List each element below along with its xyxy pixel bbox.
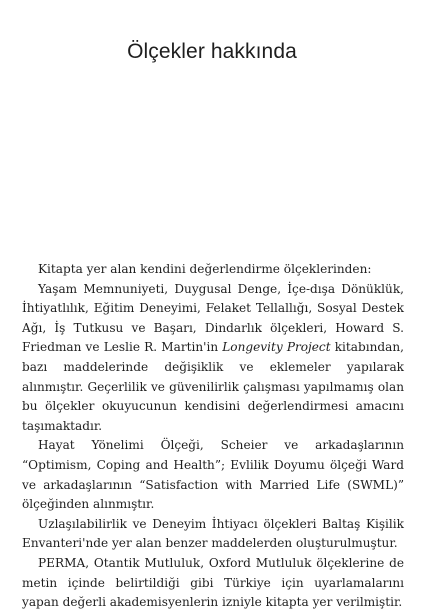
paragraph-text-after: kitabından, bazı maddelerinde değişiklik ve eklemeler yapılarak alınmıştır. Geçerlilik ve güvenilirlik çalışması yapılmamış olan bu ölçekler okuyucunun kendisini değerlendirmesi amacını taşımaktadır. <box>22 340 404 433</box>
page-title: Ölçekler hakkında <box>127 40 297 63</box>
paragraph-agreeableness: Uzlaşılabilirlik ve Deneyim İhtiyacı ölçekleri Baltaş Kişilik Envanteri'nde yer alan benzer maddelerden oluşturulmuştur. <box>22 516 404 551</box>
paragraph-text-before: Yaşam Memnuniyeti, Duygusal Denge, İçe-dışa Dönüklük, İhtiyatlılık, Eğitim Deneyimi, Felaket Tellallığı, Sosyal Destek Ağı, İş Tutkusu ve Başarı, Dindarlık ölçekleri, Howard S. Friedman ve Leslie R. Martin'in <box>22 281 404 355</box>
paragraph-scales-source <box>22 280 404 437</box>
body-text <box>22 260 404 613</box>
paragraph-life-orientation: Hayat Yönelimi Ölçeği, Scheier ve arkadaşlarının “Optimism, Coping and Health”; Evlilik Doyumu ölçeği Ward ve arkadaşlarının “Satisfaction with Married Life (SWML)” ölçeğinden alınmıştır. <box>22 438 404 512</box>
paragraph-perma: PERMA, Otantik Mutluluk, Oxford Mutluluk ölçeklerine de metin içinde belirtildiği gibi Türkiye için uyarlamalarını yapan değerli akademisyenlerin izniyle kitapta yer verilmiştir. <box>22 555 404 610</box>
book-title-italic: Longevity Project <box>222 340 331 355</box>
intro-paragraph: Kitapta yer alan kendini değerlendirme ölçeklerinden: <box>38 262 372 276</box>
